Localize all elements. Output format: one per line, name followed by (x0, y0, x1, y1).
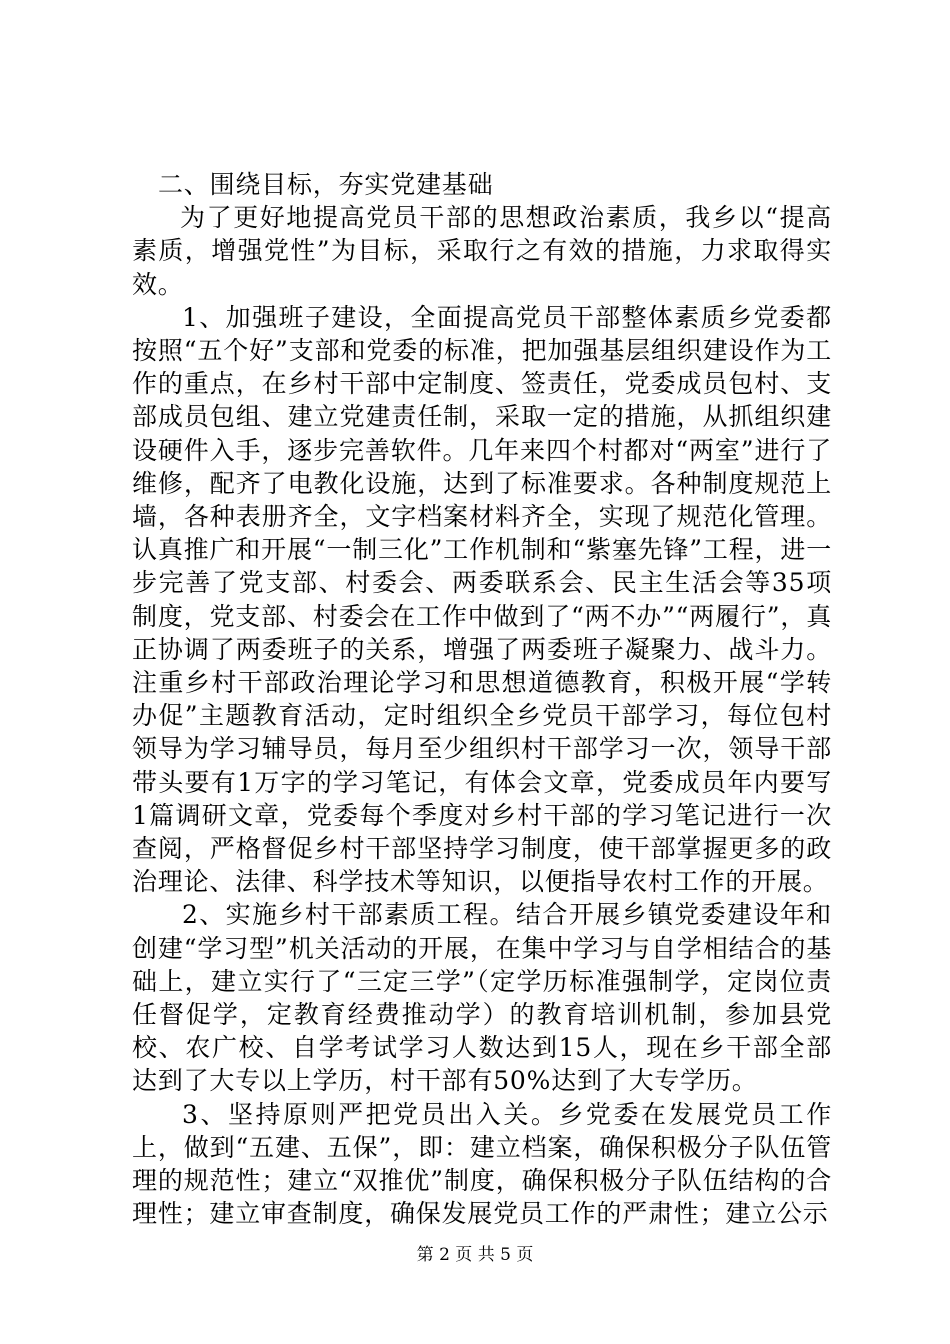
paragraph-item-1: 1、加强班子建设，全面提高党员干部整体素质乡党委都按照“五个好”支部和党委的标准，把加强基层组织建设作为工作的重点，在乡村干部中定制度、签责任，党委成员包村、支部成员包组、建立党建责任制，采取一定的措施，从抓组织建设硬件入手，逐步完善软件。几年来四个村都对“两室”进行了维修，配齐了电教化设施，达到了标准要求。各种制度规范上墙，各种表册齐全，文字档案材料齐全，实现了规范化管理。认真推广和开展“一制三化”工作机制和“紫塞先锋”工程，进一步完善了党支部、村委会、两委联系会、民主生活会等35项制度，党支部、村委会在工作中做到了“两不办”“两履行”，真正协调了两委班子的关系，增强了两委班子凝聚力、战斗力。注重乡村干部政治理论学习和思想道德教育，积极开展“学转办促”主题教育活动，定时组织全乡党员干部学习，每位包村领导为学习辅导员，每月至少组织村干部学习一次，领导干部带头要有1万字的学习笔记，有体会文章，党委成员年内要写1篇调研文章，党委每个季度对乡村干部的学习笔记进行一次查阅，严格督促乡村干部坚持学习制度，使干部掌握更多的政治理论、法律、科学技术等知识，以便指导农村工作的开展。 (132, 302, 832, 897)
paragraph-intro: 为了更好地提高党员干部的思想政治素质，我乡以“提高素质，增强党性”为目标，采取行之有效的措施，力求取得实效。 (132, 203, 832, 299)
paragraph-item-3: 3、坚持原则严把党员出入关。乡党委在发展党员工作上，做到“五建、五保”，即：建立档案，确保积极分子队伍管理的规范性；建立“双推优”制度，确保积极分子队伍结构的合理性；建立审查制度，确保发展党员工作的严肃性；建立公示 (132, 1099, 832, 1229)
page-number-footer: 第 2 页 共 5 页 (416, 1245, 534, 1265)
section-heading: 二、围绕目标，夯实党建基础 (158, 170, 494, 199)
document-body (132, 168, 832, 1231)
paragraph-item-2: 2、实施乡村干部素质工程。结合开展乡镇党委建设年和创建“学习型”机关活动的开展，在集中学习与自学相结合的基础上，建立实行了“三定三学”（定学历标准强制学，定岗位责任督促学，定教育经费推动学）的教育培训机制，参加县党校、农广校、自学考试学习人数达到15人，现在乡干部全部达到了大专以上学历，村干部有50%达到了大专学历。 (132, 900, 832, 1096)
